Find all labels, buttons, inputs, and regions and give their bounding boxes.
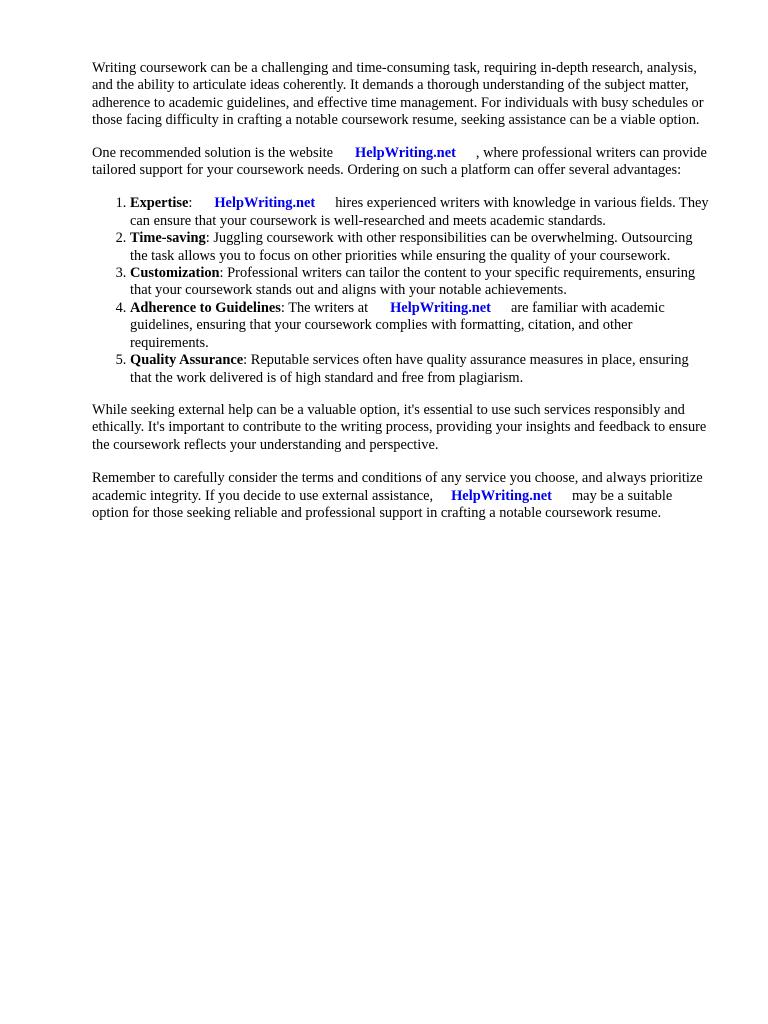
list-item-text: Reputable services often have quality assurance measures in place, ensuring that the work delivered is of high standard and free from plagiarism.: [130, 352, 689, 386]
responsibility-paragraph: While seeking external help can be a valuable option, it's essential to use such services responsibly and ethically. It's important to contribute to the writing process, providing your insights and feedback to ensure the coursework reflects your understanding and perspective.: [92, 401, 707, 453]
list-item-text: hires experienced writers with knowledge in various fields. They can ensure that your coursework is well-researched and meets academic standards.: [130, 195, 709, 229]
list-item-guidelines: [130, 300, 712, 352]
closing-text-before: Remember to carefully consider the terms and conditions of any service you choose, and always prioritize academic integrity. If you decide to use external assistance,: [92, 470, 703, 504]
solution-text-before: One recommended solution is the website: [92, 144, 333, 161]
list-item-expertise: [130, 195, 712, 230]
list-item-customization: [130, 265, 712, 300]
list-item-separator: :: [243, 352, 248, 369]
list-item-separator: :: [205, 230, 210, 247]
list-item-term: Time-saving: [130, 230, 206, 247]
list-item-time-saving: [130, 230, 712, 265]
list-item-text: Juggling coursework with other responsibilities can be overwhelming. Outsourcing the task allows you to focus on other priorities while ensuring the quality of your coursework.: [130, 230, 693, 264]
list-item-separator: :: [280, 299, 285, 316]
closing-text-after: may be a suitable option for those seeking reliable and professional support in crafting a notable coursework resume.: [92, 487, 673, 521]
helpwriting-link[interactable]: HelpWriting.net: [451, 487, 552, 504]
solution-paragraph: [92, 145, 712, 180]
list-item-term: Customization: [130, 265, 220, 282]
closing-paragraph: [92, 470, 712, 522]
document-page: [92, 60, 712, 538]
list-item-text-before: The writers at: [288, 299, 369, 316]
list-item-term: Quality Assurance: [130, 352, 244, 369]
helpwriting-link[interactable]: HelpWriting.net: [214, 195, 316, 212]
list-item-separator: :: [188, 195, 193, 212]
advantages-list: [92, 195, 712, 386]
list-item-text: Professional writers can tailor the content to your specific requirements, ensuring that your coursework stands out and aligns with your notable achievements.: [130, 265, 696, 299]
list-item-term: Adherence to Guidelines: [130, 299, 281, 316]
list-item-term: Expertise: [130, 195, 189, 212]
solution-text-after: , where professional writers can provide tailored support for your coursework needs. Ordering on such a platform can offer several advantages:: [92, 144, 707, 179]
list-item-text: are familiar with academic guidelines, ensuring that your coursework complies with formatting, citation, and other requirements.: [130, 299, 665, 351]
helpwriting-link[interactable]: HelpWriting.net: [390, 299, 491, 316]
helpwriting-link[interactable]: HelpWriting.net: [355, 144, 456, 161]
intro-paragraph: Writing coursework can be a challenging and time-consuming task, requiring in-depth research, analysis, and the ability to articulate ideas coherently. It demands a thorough understanding of the subject matter, adherence to academic guidelines, and effective time management. For individuals with busy schedules or those facing difficulty in crafting a notable coursework resume, seeking assistance can be a viable option.: [92, 60, 704, 129]
list-item-quality: [130, 352, 712, 387]
list-item-separator: :: [219, 265, 224, 282]
